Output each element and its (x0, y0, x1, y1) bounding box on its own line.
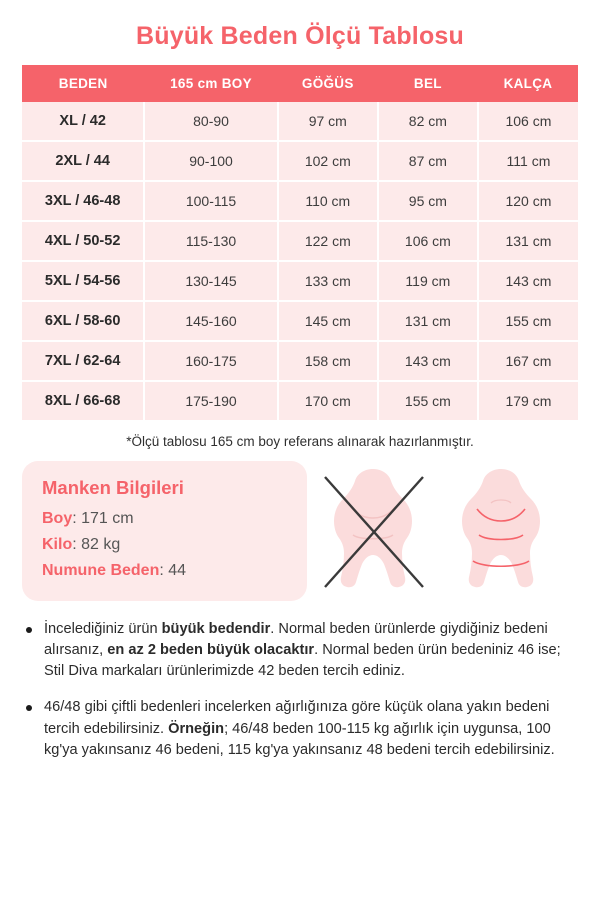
model-label-boy: Boy (42, 510, 73, 527)
model-label-kilo: Kilo (42, 536, 73, 553)
list-item (26, 619, 576, 682)
table-footnote: *Ölçü tablosu 165 cm boy referans alınarak hazırlanmıştır. (126, 434, 474, 449)
cell-boy: 80-90 (144, 102, 277, 141)
cell-bel: 87 cm (378, 141, 478, 181)
cell-gogus: 110 cm (278, 181, 378, 221)
cell-gogus: 145 cm (278, 301, 378, 341)
cell-gogus: 133 cm (278, 261, 378, 301)
model-info-section (22, 461, 578, 601)
list-item (26, 697, 576, 760)
size-table-head (22, 65, 578, 102)
cell-boy: 130-145 (144, 261, 277, 301)
column-header-kalca: KALÇA (478, 65, 578, 102)
cell-bel: 143 cm (378, 341, 478, 381)
cell-beden: 7XL / 62-64 (22, 341, 144, 381)
notes-list (0, 601, 600, 761)
cell-bel: 95 cm (378, 181, 478, 221)
size-table-body (22, 102, 578, 420)
cell-gogus: 158 cm (278, 341, 378, 381)
column-header-bel: BEL (378, 65, 478, 102)
cell-gogus: 122 cm (278, 221, 378, 261)
model-sep-boy: : (72, 510, 82, 527)
table-row (22, 261, 578, 301)
cell-beden: 4XL / 50-52 (22, 221, 144, 261)
size-table-wrap (0, 65, 600, 420)
model-sep-kilo: : (72, 536, 82, 553)
column-header-gogus: GÖĞÜS (278, 65, 378, 102)
model-info-row-boy (42, 509, 287, 529)
table-row (22, 341, 578, 381)
bullet-2-part-2: Örneğin (168, 720, 225, 737)
cell-beden: 8XL / 66-68 (22, 381, 144, 420)
crossed-out-body-figure-icon (325, 469, 423, 587)
right-body-silhouette (462, 469, 540, 587)
cell-bel: 106 cm (378, 221, 478, 261)
model-label-numune-beden: Numune Beden (42, 562, 160, 579)
bullet-1-part-4: en az 2 beden büyük olacaktır (107, 642, 315, 659)
cell-beden: XL / 42 (22, 102, 144, 141)
column-header-beden: BEDEN (22, 65, 144, 102)
body-figures (311, 463, 576, 599)
cell-kalca: 143 cm (478, 261, 578, 301)
bullet-1-part-3: . Normal beden ürünlerde giydiğiniz bedeni alırsanız, (44, 621, 548, 659)
cell-beden: 6XL / 58-60 (22, 301, 144, 341)
column-header-boy: 165 cm BOY (144, 65, 277, 102)
cell-boy: 160-175 (144, 341, 277, 381)
cell-beden: 3XL / 46-48 (22, 181, 144, 221)
cell-kalca: 120 cm (478, 181, 578, 221)
table-row (22, 301, 578, 341)
cell-kalca: 106 cm (478, 102, 578, 141)
measured-body-figure-icon (462, 469, 540, 587)
bullet-1-part-5: . Normal beden ürün bedeniniz 46 ise; Stil Diva markaları ürünlerimizde 42 beden tercih ediniz. (44, 642, 561, 680)
cell-beden: 5XL / 54-56 (22, 261, 144, 301)
model-info-card (22, 461, 307, 601)
cell-kalca: 131 cm (478, 221, 578, 261)
table-row (22, 221, 578, 261)
table-row (22, 381, 578, 420)
cell-kalca: 111 cm (478, 141, 578, 181)
table-header-row (22, 65, 578, 102)
cell-boy: 90-100 (144, 141, 277, 181)
cell-boy: 175-190 (144, 381, 277, 420)
cell-kalca: 179 cm (478, 381, 578, 420)
size-table (22, 65, 578, 420)
model-info-row-numune-beden (42, 561, 287, 581)
table-row (22, 181, 578, 221)
left-body-silhouette (334, 469, 412, 587)
cell-kalca: 155 cm (478, 301, 578, 341)
cell-bel: 82 cm (378, 102, 478, 141)
cell-gogus: 97 cm (278, 102, 378, 141)
page-title: Büyük Beden Ölçü Tablosu (136, 22, 464, 50)
model-value-kilo: 82 kg (81, 536, 121, 553)
cell-boy: 145-160 (144, 301, 277, 341)
table-row (22, 102, 578, 141)
model-info-row-kilo (42, 535, 287, 555)
cell-gogus: 102 cm (278, 141, 378, 181)
bullet-2-part-1: 46/48 gibi çiftli bedenleri incelerken ağırlığınıza göre küçük olana yakın bedeni tercih edebilirsiniz. (44, 699, 550, 737)
bullet-1-part-2: büyük bedendir (161, 621, 271, 637)
bullet-1-part-1: İncelediğiniz ürün (44, 621, 162, 637)
cell-bel: 119 cm (378, 261, 478, 301)
cell-bel: 131 cm (378, 301, 478, 341)
model-sep-numune-beden: : (159, 562, 169, 579)
cell-boy: 115-130 (144, 221, 277, 261)
model-value-numune-beden: 44 (168, 562, 187, 579)
table-row (22, 141, 578, 181)
cell-kalca: 167 cm (478, 341, 578, 381)
model-value-boy: 171 cm (81, 510, 134, 527)
cell-beden: 2XL / 44 (22, 141, 144, 181)
cell-gogus: 170 cm (278, 381, 378, 420)
bullet-2-part-3: ; 46/48 beden 100-115 kg ağırlık için uygunsa, 100 kg'ya yakınsanız 46 bedeni, 115 kg'ya yakınsanız 48 bedeni tercih edebilirsiniz. (44, 720, 555, 758)
cell-bel: 155 cm (378, 381, 478, 420)
model-info-heading: Manken Bilgileri (42, 477, 184, 498)
cell-boy: 100-115 (144, 181, 277, 221)
